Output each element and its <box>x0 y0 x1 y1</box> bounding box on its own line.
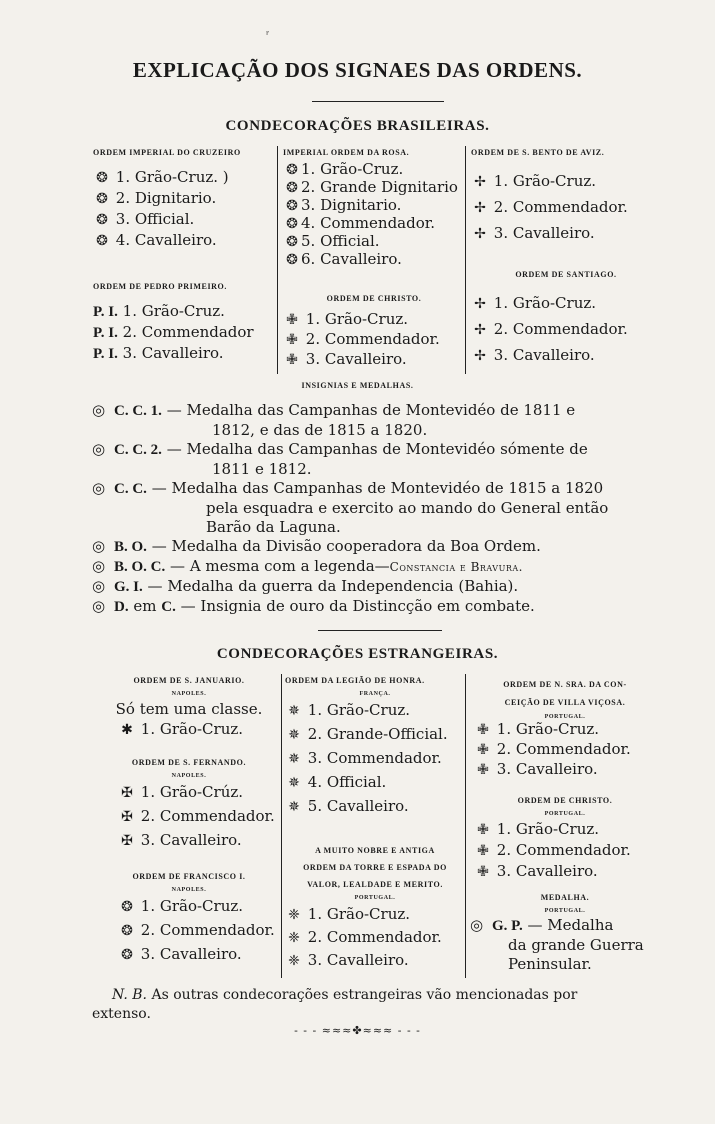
maltese-cross-icon: ✙ <box>477 722 489 738</box>
torre-star-icon: ❈ <box>288 953 300 969</box>
christo-pt-header: ORDEM DE CHRISTO. <box>517 796 613 805</box>
legiao-header: ORDEM DA LEGIÃO DE HONRA. <box>285 676 425 685</box>
list-item: ❂ 2. Dignitario. <box>93 188 278 209</box>
christo-header: ORDEM DE CHRISTO. <box>326 294 422 303</box>
place-label: PORTUGAL. <box>544 908 586 914</box>
list-item: ❈ 1. Grão-Cruz. <box>285 903 465 926</box>
column-divider <box>465 674 466 978</box>
maltese-cross-icon: ✙ <box>286 332 298 348</box>
circle-icon: ◎ <box>92 440 106 458</box>
torre-star-icon: ❈ <box>288 907 300 923</box>
rosa-header: IMPERIAL ORDEM DA ROSA. <box>283 148 410 157</box>
place-label: FRANÇA. <box>359 691 391 697</box>
rosette-icon: ❂ <box>121 923 133 939</box>
list-item: ✠ 1. Grão-Crúz. <box>118 781 278 805</box>
conceicao-header: ORDEM DE N. SRA. DA CON- <box>503 680 627 689</box>
medal-entry: ◎ C. C. — Medalha das Campanhas de Montevidéo de 1815 a 1820 pela esquadra e exercito ao mando do General então Barão da Laguna. <box>92 479 609 536</box>
circle-icon: ◎ <box>92 557 106 575</box>
pedro-order <box>93 282 278 364</box>
place-label: NAPOLES. <box>171 773 207 779</box>
place-label: PORTUGAL. <box>354 895 396 901</box>
fernando-header: ORDEM DE S. FERNANDO. <box>131 758 247 767</box>
circle-icon: ◎ <box>92 597 106 615</box>
list-item: ❂ 1. Grão-Cruz. ) <box>93 167 278 188</box>
legion-star-icon: ✵ <box>288 751 300 767</box>
rosette-icon: ❂ <box>286 252 298 268</box>
circle-icon: ◎ <box>92 401 106 419</box>
list-item: ✠ 2. Commendador. <box>118 805 278 829</box>
rosette-icon: ❂ <box>286 162 298 178</box>
christ-cross-icon: ✙ <box>477 864 489 880</box>
torre-order <box>285 842 465 972</box>
column-divider <box>281 674 282 978</box>
list-item: ✢ 3. Cavalleiro. <box>471 343 661 369</box>
santiago-order <box>471 270 661 369</box>
cross-icon: ✢ <box>474 200 486 216</box>
torre-star-icon: ❈ <box>288 930 300 946</box>
list-item: ❂ 6. Cavalleiro. <box>283 251 465 269</box>
list-item: ❂ 3. Official. <box>93 209 278 230</box>
list-item: ❂ 3. Cavalleiro. <box>118 943 278 967</box>
page-title: EXPLICAÇÃO DOS SIGNAES DAS ORDENS. <box>132 58 583 82</box>
list-item: ✢ 1. Grão-Cruz. <box>471 169 661 195</box>
medal-entry: ◎ B. O. — Medalha da Divisão cooperadora da Boa Ordem. <box>92 537 541 555</box>
medal-entry: ◎ B. O. C. — A mesma com a legenda—Constancia e Bravura. <box>92 557 523 575</box>
medal-entry: ◎ C. C. 2. — Medalha das Campanhas de Montevidéo sómente de 1811 e 1812. <box>92 440 588 478</box>
christ-cross-icon: ✙ <box>477 843 489 859</box>
list-item: ✙ 2. Commendador. <box>474 840 660 861</box>
list-item: ✢ 2. Commendador. <box>471 317 661 343</box>
list-item: ❂ 2. Commendador. <box>118 919 278 943</box>
medalha-pt <box>470 893 660 974</box>
pattee-cross-icon: ✠ <box>121 785 133 801</box>
cross-icon: ✢ <box>474 226 486 242</box>
maltese-cross-icon: ✙ <box>477 742 489 758</box>
insignias-header: INSIGNIAS E MEDALHAS. <box>301 381 414 390</box>
legiao-order <box>285 676 465 819</box>
christo-order <box>283 294 465 370</box>
medal-entry: ◎ G. I. — Medalha da guerra da Independencia (Bahia). <box>92 577 519 595</box>
list-item: ✵ 5. Cavalleiro. <box>285 795 465 819</box>
cross-icon: ✢ <box>474 174 486 190</box>
footnote: N. B. As outras condecorações estrangeiras vão mencionadas por extenso. <box>92 987 578 1022</box>
rosette-icon: ❂ <box>96 191 108 207</box>
aviz-order <box>471 148 661 247</box>
list-item: ◎ G. P. — Medalha <box>470 916 614 934</box>
circle-icon: ◎ <box>470 916 484 934</box>
ornament: - - - ≈≈≈✤≈≈≈ - - - <box>294 1024 421 1037</box>
francisco-order <box>100 872 278 967</box>
francisco-header: ORDEM DE FRANCISCO I. <box>132 872 246 881</box>
list-item: ✱ 1. Grão-Cruz. <box>100 719 278 740</box>
maltese-cross-icon: ✙ <box>286 312 298 328</box>
place-label: NAPOLES. <box>171 887 207 893</box>
column-divider <box>465 146 466 374</box>
list-item: ✙ 3. Cavalleiro. <box>283 350 465 370</box>
list-item: ✙ 3. Cavalleiro. <box>474 861 660 882</box>
list-item: P. I. 2. Commendador <box>93 323 254 341</box>
januario-header: ORDEM DE S. JANUARIO. <box>133 676 245 685</box>
legion-star-icon: ✵ <box>288 799 300 815</box>
list-item: ✵ 1. Grão-Cruz. <box>285 699 465 723</box>
medal-text: da grande Guerra <box>508 936 644 954</box>
cross-icon: ✢ <box>474 348 486 364</box>
circle-icon: ◎ <box>92 577 106 595</box>
place-label: NAPOLES. <box>171 691 207 697</box>
rosa-order <box>283 148 465 269</box>
cruzeiro-header: ORDEM IMPERIAL DO CRUZEIRO <box>93 148 241 157</box>
santiago-header: ORDEM DE SANTIAGO. <box>515 270 617 279</box>
foreign-heading: CONDECORAÇÕES ESTRANGEIRAS. <box>216 646 499 662</box>
list-item: ✢ 2. Commendador. <box>471 195 661 221</box>
cross-icon: ✢ <box>474 322 486 338</box>
section-rule <box>318 630 442 631</box>
rosette-icon: ❂ <box>286 198 298 214</box>
list-item: ✢ 3. Cavalleiro. <box>471 221 661 247</box>
torre-header: A MUITO NOBRE E ANTIGA <box>315 846 435 855</box>
conceicao-header: CEIÇÃO DE VILLA VIÇOSA. <box>504 698 626 707</box>
rosette-icon: ❂ <box>96 212 108 228</box>
list-item: ✙ 1. Grão-Cruz. <box>474 720 660 740</box>
list-item: P. I. 3. Cavalleiro. <box>93 344 224 362</box>
rosette-icon: ❂ <box>121 947 133 963</box>
list-item: ✙ 3. Cavalleiro. <box>474 760 660 780</box>
brazil-heading: CONDECORAÇÕES BRASILEIRAS. <box>225 118 490 134</box>
rosette-icon: ❂ <box>96 170 108 186</box>
pattee-cross-icon: ✠ <box>121 833 133 849</box>
list-item: ❂ 2. Grande Dignitario <box>283 179 465 197</box>
pedro-header: ORDEM DE PEDRO PRIMEIRO. <box>93 282 227 291</box>
aviz-header: ORDEM DE S. BENTO DE AVIZ. <box>471 148 605 157</box>
list-item: ❂ 4. Cavalleiro. <box>93 230 278 251</box>
rosette-icon: ❂ <box>121 899 133 915</box>
torre-header: VALOR, LEALDADE E MERITO. <box>307 880 443 889</box>
rosette-icon: ❂ <box>96 233 108 249</box>
list-item: ✙ 2. Commendador. <box>283 330 465 350</box>
list-item: ❂ 5. Official. <box>283 233 465 251</box>
list-item: ✙ 2. Commendador. <box>474 740 660 760</box>
list-item: ❈ 3. Cavalleiro. <box>285 949 465 972</box>
januario-order <box>100 676 278 740</box>
circle-icon: ◎ <box>92 537 106 555</box>
christ-cross-icon: ✙ <box>477 822 489 838</box>
legion-star-icon: ✵ <box>288 775 300 791</box>
rosette-icon: ❂ <box>286 180 298 196</box>
torre-header: ORDEM DA TORRE E ESPADA DO <box>303 863 447 872</box>
list-item: ✠ 3. Cavalleiro. <box>118 829 278 853</box>
pattee-cross-icon: ✠ <box>121 809 133 825</box>
list-item: ❂ 1. Grão-Cruz. <box>283 161 465 179</box>
place-label: PORTUGAL. <box>544 714 586 720</box>
list-item: ❈ 2. Commendador. <box>285 926 465 949</box>
fernando-order <box>100 758 278 853</box>
rosette-icon: ❂ <box>286 234 298 250</box>
medalha-header: MEDALHA. <box>540 893 590 902</box>
class-note: Só tem uma classe. <box>115 700 263 718</box>
list-item: P. I. 1. Grão-Cruz. <box>93 302 225 320</box>
legion-star-icon: ✵ <box>288 727 300 743</box>
star-icon: ✱ <box>121 722 133 738</box>
list-item: ✙ 1. Grão-Cruz. <box>283 310 465 330</box>
place-label: PORTUGAL. <box>544 811 586 817</box>
conceicao-order <box>470 676 660 780</box>
cross-icon: ✢ <box>474 296 486 312</box>
maltese-cross-icon: ✙ <box>286 352 298 368</box>
christo-pt-order <box>470 796 660 882</box>
medal-text: Peninsular. <box>508 955 592 973</box>
list-item: ❂ 3. Dignitario. <box>283 197 465 215</box>
title-rule <box>312 101 444 102</box>
list-item: ✵ 3. Commendador. <box>285 747 465 771</box>
list-item: ❂ 1. Grão-Cruz. <box>118 895 278 919</box>
medals-list <box>92 401 652 617</box>
list-item: ✵ 4. Official. <box>285 771 465 795</box>
list-item: ✙ 1. Grão-Cruz. <box>474 819 660 840</box>
legion-star-icon: ✵ <box>288 703 300 719</box>
list-item: ✢ 1. Grão-Cruz. <box>471 291 661 317</box>
maltese-cross-icon: ✙ <box>477 762 489 778</box>
list-item: ❂ 4. Commendador. <box>283 215 465 233</box>
list-item: ✵ 2. Grande-Official. <box>285 723 465 747</box>
medal-entry: ◎ C. C. 1. — Medalha das Campanhas de Montevidéo de 1811 e 1812, e das de 1815 a 1820. <box>92 401 576 439</box>
stray-mark: ʳ <box>266 30 270 41</box>
medal-entry: ◎ D. em C. — Insignia de ouro da Distincção em combate. <box>92 597 535 615</box>
cruzeiro-order <box>93 148 278 251</box>
rosette-icon: ❂ <box>286 216 298 232</box>
circle-icon: ◎ <box>92 479 106 497</box>
